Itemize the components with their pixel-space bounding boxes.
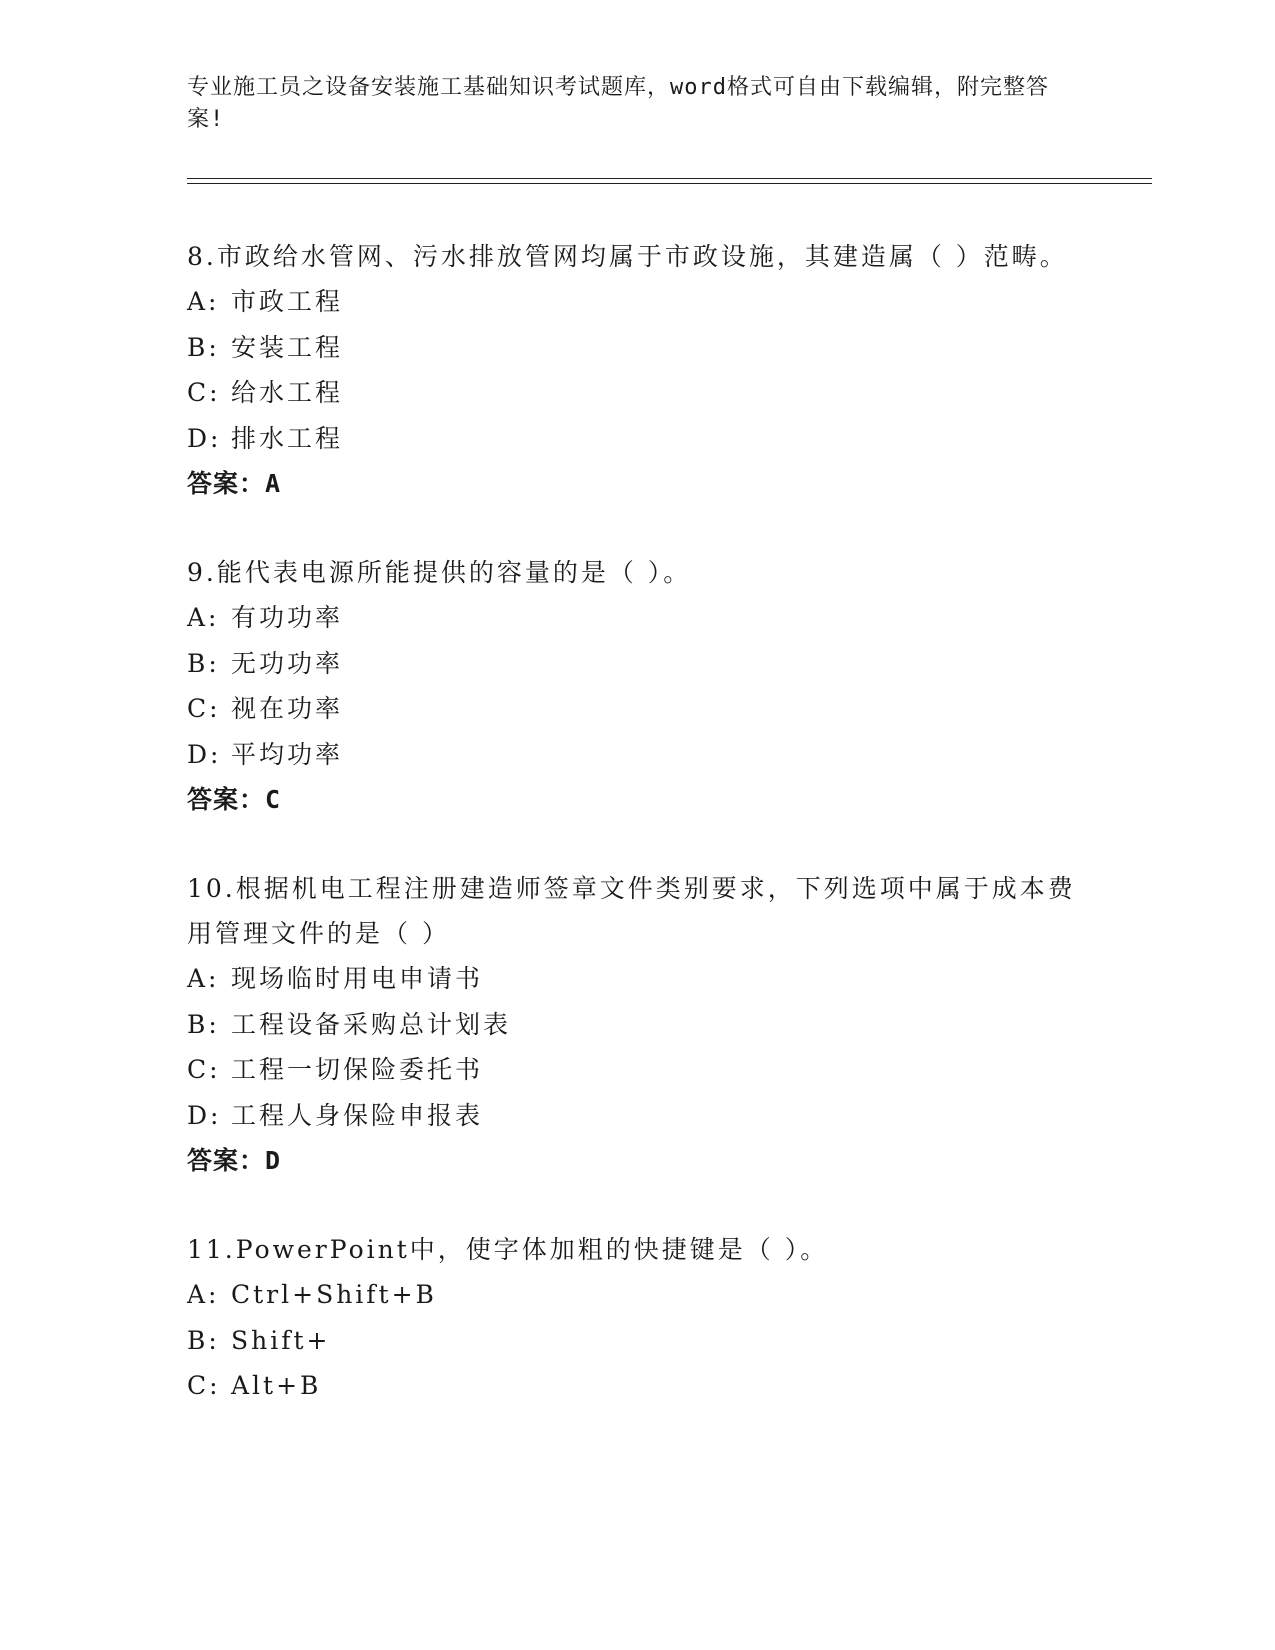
option-text: 无功功率 bbox=[231, 648, 344, 678]
question-text: 11.PowerPoint中，使字体加粗的快捷键是（ ）。 bbox=[187, 1235, 829, 1264]
header-divider-top bbox=[187, 178, 1152, 179]
option-c bbox=[187, 686, 1087, 732]
option-label: B: bbox=[187, 1325, 220, 1355]
question-text: 8.市政给水管网、污水排放管网均属于市政设施，其建造属（ ）范畴。 bbox=[187, 242, 1068, 271]
option-text: Ctrl+Shift+B bbox=[231, 1280, 437, 1309]
option-d bbox=[187, 732, 1087, 778]
option-text: Shift+ bbox=[231, 1325, 331, 1355]
question-list bbox=[187, 234, 1087, 1453]
option-label: A: bbox=[187, 603, 220, 632]
question-11 bbox=[187, 1227, 1087, 1409]
option-text: 工程人身保险申报表 bbox=[231, 1100, 484, 1130]
option-text: 排水工程 bbox=[231, 423, 344, 453]
question-8 bbox=[187, 234, 1087, 506]
question-10 bbox=[187, 866, 1087, 1183]
answer: 答案：C bbox=[187, 785, 282, 814]
option-c bbox=[187, 370, 1087, 416]
option-label: C: bbox=[187, 694, 221, 723]
option-b bbox=[187, 325, 1087, 371]
answer: 答案：D bbox=[187, 1146, 282, 1175]
option-label: C: bbox=[187, 1371, 221, 1400]
option-a bbox=[187, 595, 1087, 641]
option-label: A: bbox=[187, 287, 220, 316]
answer: 答案：A bbox=[187, 469, 282, 498]
option-text: Alt+B bbox=[231, 1371, 322, 1400]
option-text: 安装工程 bbox=[231, 332, 344, 362]
option-label: D: bbox=[187, 423, 222, 453]
question-text: 10.根据机电工程注册建造师签章文件类别要求，下列选项中属于成本费用管理文件的是（ ） bbox=[187, 874, 1076, 948]
option-text: 视在功率 bbox=[231, 694, 344, 723]
option-c bbox=[187, 1047, 1087, 1093]
option-a bbox=[187, 956, 1087, 1002]
option-b bbox=[187, 1002, 1087, 1048]
option-label: A: bbox=[187, 964, 220, 993]
question-9 bbox=[187, 550, 1087, 822]
option-d bbox=[187, 1093, 1087, 1139]
option-d bbox=[187, 416, 1087, 462]
option-a bbox=[187, 1272, 1087, 1318]
option-a bbox=[187, 279, 1087, 325]
option-b bbox=[187, 641, 1087, 687]
option-label: D: bbox=[187, 739, 222, 769]
option-text: 给水工程 bbox=[231, 378, 344, 407]
option-text: 有功功率 bbox=[231, 603, 344, 632]
option-text: 现场临时用电申请书 bbox=[231, 964, 484, 993]
option-label: B: bbox=[187, 332, 220, 362]
question-text: 9.能代表电源所能提供的容量的是（ ）。 bbox=[187, 558, 692, 587]
header-divider-bottom bbox=[187, 183, 1152, 184]
option-text: 工程一切保险委托书 bbox=[231, 1055, 484, 1084]
option-label: D: bbox=[187, 1100, 222, 1130]
option-label: A: bbox=[187, 1280, 220, 1309]
option-text: 工程设备采购总计划表 bbox=[231, 1009, 512, 1039]
option-label: B: bbox=[187, 648, 220, 678]
option-label: C: bbox=[187, 1055, 221, 1084]
option-label: B: bbox=[187, 1009, 220, 1039]
document-header: 专业施工员之设备安装施工基础知识考试题库，word格式可自由下载编辑，附完整答案! bbox=[187, 75, 1049, 132]
option-b bbox=[187, 1318, 1087, 1364]
option-text: 市政工程 bbox=[231, 287, 344, 316]
option-label: C: bbox=[187, 378, 221, 407]
option-text: 平均功率 bbox=[231, 739, 344, 769]
option-c bbox=[187, 1363, 1087, 1409]
